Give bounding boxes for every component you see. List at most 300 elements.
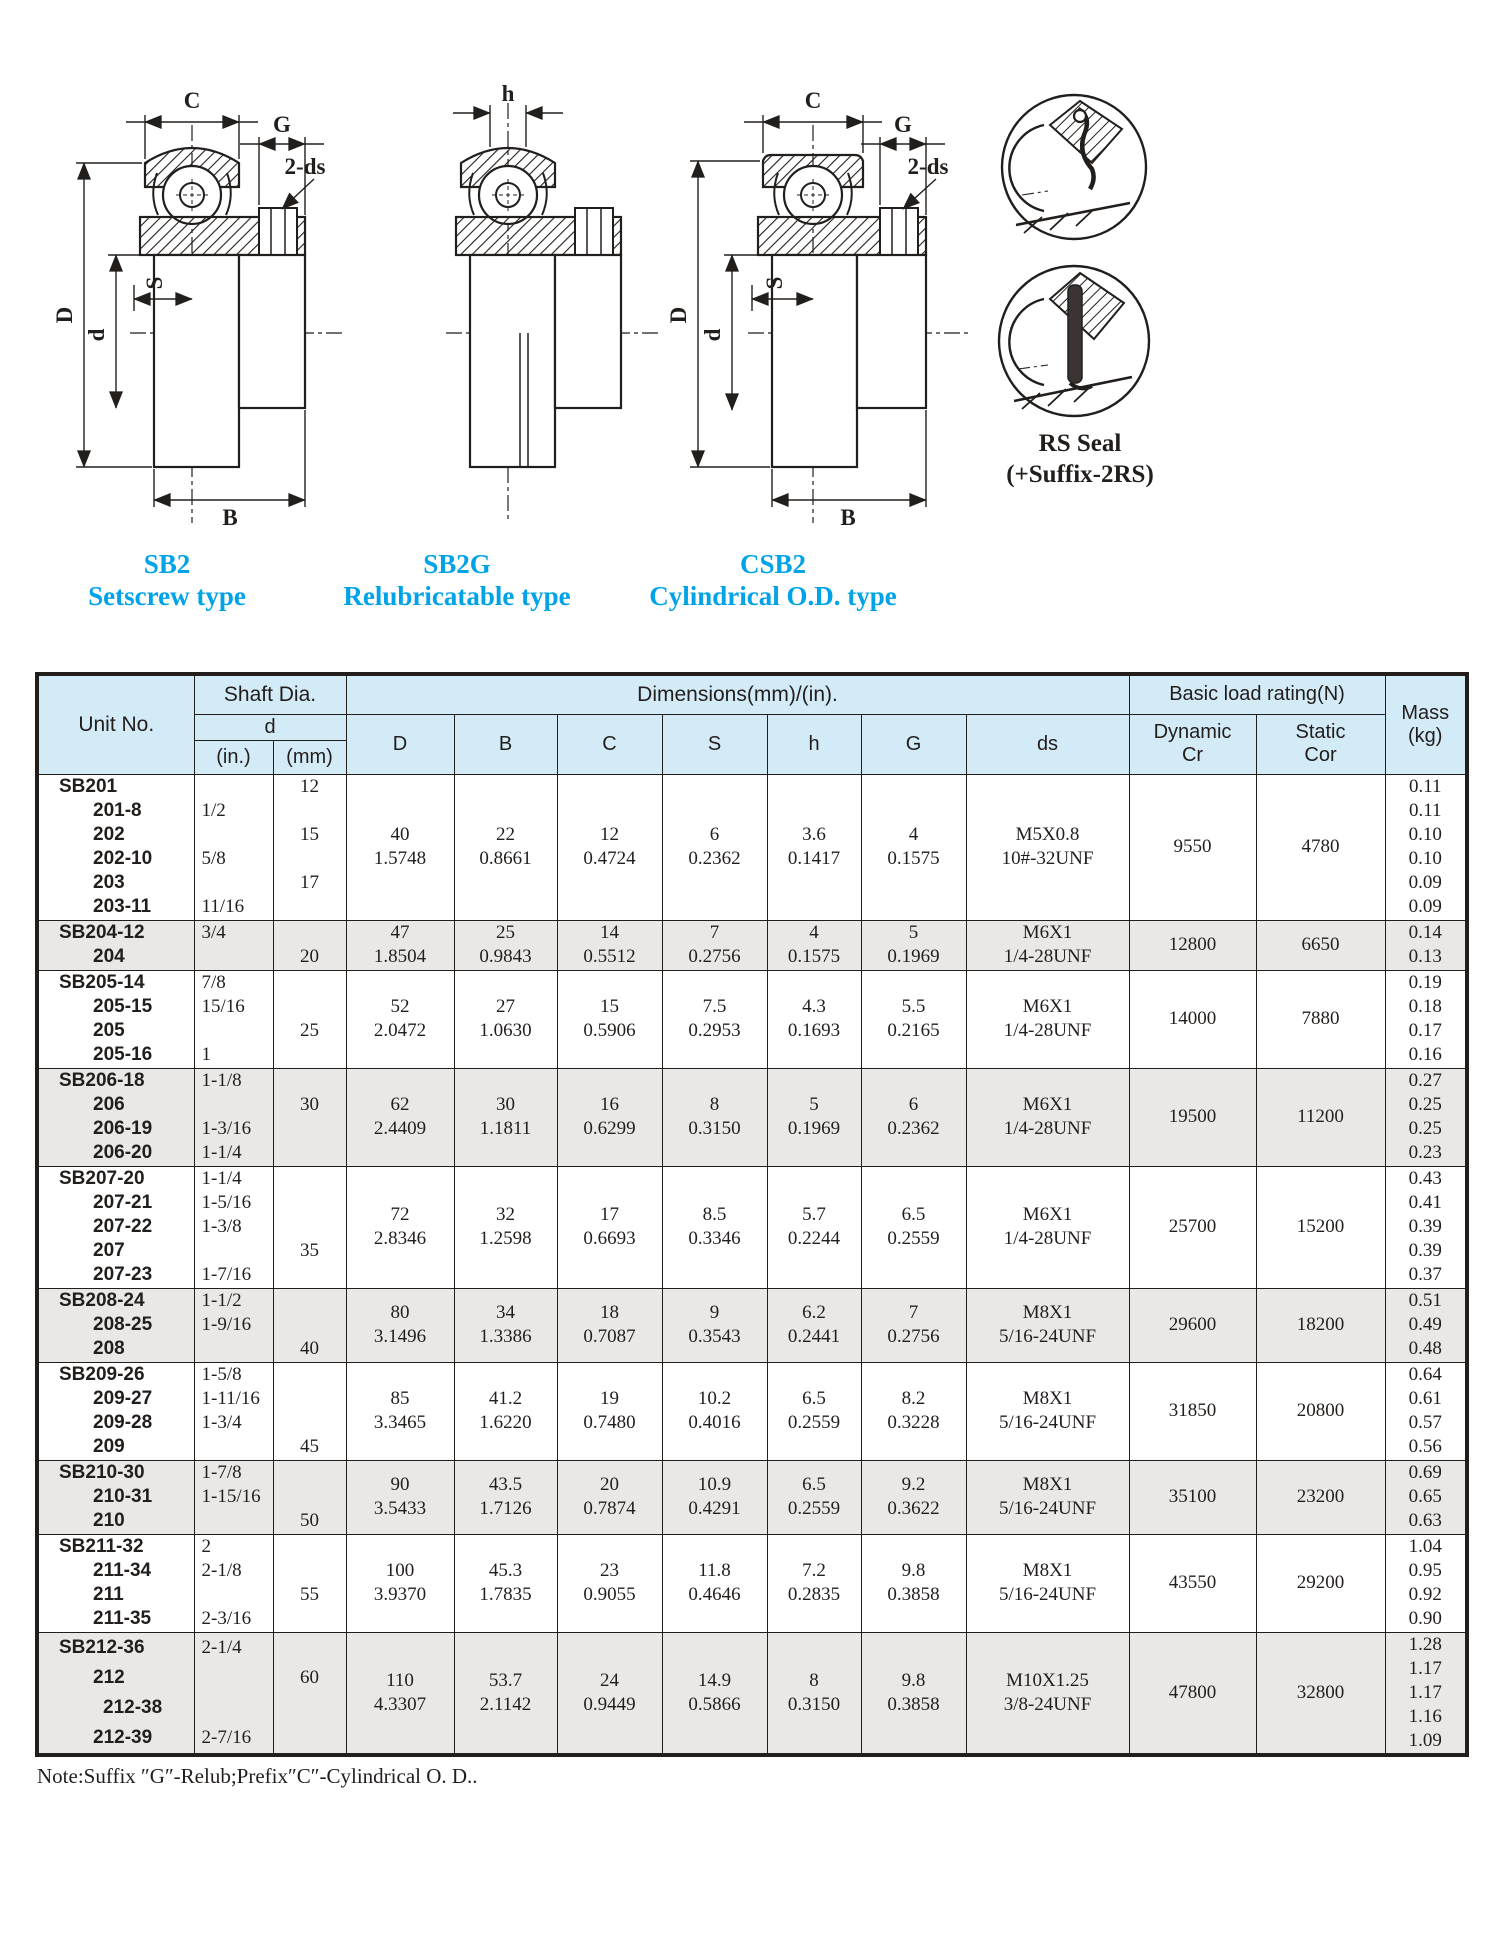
shaft-mm-value (274, 1607, 346, 1631)
shaft-in-value: 2-1/4 (201, 1636, 242, 1658)
header-dynamic-line2: Cr (1181, 744, 1204, 766)
shaft-mm-cell (273, 970, 346, 1068)
spec-row (37, 1362, 1467, 1460)
dim-s-cell (662, 1068, 767, 1166)
dim-value: 1/4-28UNF (1003, 1118, 1092, 1139)
dim-b-cell (454, 920, 557, 970)
dim-g-cell (861, 920, 966, 970)
dim-value: M6X1 (1022, 1094, 1073, 1115)
dim-value: 0.1969 (887, 946, 940, 967)
shaft-mm-value (274, 1215, 346, 1239)
header-mass (1385, 674, 1467, 774)
dim-value: 0.5906 (583, 1020, 636, 1041)
shaft-in-value (195, 1509, 273, 1533)
dim-value: 53.7 (488, 1669, 523, 1691)
unit-number: 207-23 (93, 1263, 153, 1285)
mass-value: 0.48 (1408, 1338, 1442, 1359)
header-dim-ds: ds (966, 714, 1129, 774)
dim-value: 5.7 (802, 1204, 826, 1225)
shaft-in-value: 1-1/4 (201, 1141, 242, 1163)
mass-value: 0.37 (1408, 1264, 1442, 1285)
unit-cell (37, 1534, 194, 1632)
dim-value: 0.7087 (583, 1326, 636, 1347)
dim-value: 3/8-24UNF (1003, 1693, 1092, 1715)
dim-value: 11.8 (698, 1560, 731, 1581)
dim-value: 0.4724 (583, 848, 636, 869)
shaft-in-value: 1/2 (201, 799, 226, 821)
header-dimensions: Dimensions(mm)/(in). (346, 674, 1129, 714)
mass-value: 0.56 (1408, 1436, 1442, 1457)
dim-value: M5X0.8 (1015, 824, 1080, 845)
spec-row (37, 1166, 1467, 1288)
dim-label-d: d (84, 328, 109, 342)
dim-value: 1.6220 (479, 1412, 532, 1433)
dim-s-cell (662, 1632, 767, 1755)
dim-value: 7 (908, 1302, 919, 1323)
dim-s-cell (662, 774, 767, 920)
shaft-in-value: 1-7/8 (201, 1461, 242, 1483)
shaft-mm-value: 55 (300, 1583, 319, 1605)
dim-value: M6X1 (1022, 1204, 1073, 1225)
dim-ds-cell (966, 1068, 1129, 1166)
shaft-in-value: 2-1/8 (201, 1559, 242, 1581)
dim-ds-cell (966, 920, 1129, 970)
dynamic-cr-cell: 29600 (1129, 1288, 1256, 1362)
shaft-mm-cell (273, 1166, 346, 1288)
dim-g-cell (861, 1534, 966, 1632)
dim-value: 0.6299 (583, 1118, 636, 1139)
unit-number: SB211-32 (59, 1535, 144, 1557)
mass-value: 0.18 (1408, 996, 1442, 1017)
dim-value: 0.5512 (583, 946, 636, 967)
dim-value: 5/16-24UNF (998, 1326, 1097, 1347)
unit-number: 209-27 (93, 1387, 153, 1409)
dim-d-cell (346, 1460, 454, 1534)
dim-g-cell (861, 1288, 966, 1362)
dim-b-cell (454, 1534, 557, 1632)
dim-d-cell (346, 1534, 454, 1632)
spec-row (37, 1068, 1467, 1166)
dynamic-cr-cell: 35100 (1129, 1460, 1256, 1534)
mass-cell (1385, 1460, 1467, 1534)
mass-value: 0.17 (1408, 1020, 1442, 1041)
dim-value: 1/4-28UNF (1003, 1020, 1092, 1041)
shaft-in-value (195, 1583, 273, 1607)
dim-label-D: D (52, 306, 77, 324)
header-mm: (mm) (273, 740, 346, 774)
unit-cell (37, 1632, 194, 1755)
shaft-in-value: 1-3/8 (201, 1215, 242, 1237)
dim-value: 1/4-28UNF (1003, 946, 1092, 967)
shaft-in-value: 11/16 (201, 895, 245, 917)
dim-value: 0.3346 (688, 1228, 741, 1249)
dim-value: 1.3386 (479, 1326, 532, 1347)
dim-h-cell (767, 970, 861, 1068)
shaft-mm-value (274, 1633, 346, 1663)
header-in: (in.) (194, 740, 273, 774)
unit-number: 201-8 (93, 799, 142, 821)
dim-value: 10.9 (697, 1474, 732, 1495)
dim-value: 0.2362 (887, 1118, 940, 1139)
dim-value: 7 (709, 922, 720, 943)
dim-label-h: h (501, 81, 515, 106)
unit-number: 202 (93, 823, 125, 845)
header-dim-B: B (454, 714, 557, 774)
dim-value: 0.4016 (688, 1412, 741, 1433)
dim-value: 17 (600, 1204, 619, 1225)
dim-value: 6.5 (901, 1204, 926, 1225)
shaft-in-value (195, 823, 273, 847)
dim-value: 1.5748 (373, 848, 427, 869)
dim-value: 16 (600, 1094, 619, 1115)
static-cor-cell: 20800 (1256, 1362, 1385, 1460)
static-cor-cell: 15200 (1256, 1166, 1385, 1288)
unit-number: 203 (93, 871, 125, 893)
mass-value: 0.11 (1408, 800, 1442, 821)
dim-value: 0.9055 (583, 1584, 636, 1605)
dim-h-cell (767, 920, 861, 970)
dim-value: 23 (600, 1560, 619, 1581)
sb2-type-label: Setscrew type (88, 581, 246, 611)
dim-value: 15 (600, 996, 619, 1017)
dim-value: 45.3 (488, 1560, 523, 1581)
shaft-mm-cell (273, 1534, 346, 1632)
dim-value: 32 (496, 1204, 515, 1225)
unit-number: 210 (93, 1509, 125, 1531)
dim-value: M6X1 (1022, 996, 1073, 1017)
shaft-mm-value (274, 1535, 346, 1559)
static-cor-cell: 6650 (1256, 920, 1385, 970)
dim-value: 0.3150 (787, 1693, 841, 1715)
shaft-in-cell (194, 1362, 273, 1460)
header-mass-line2: (kg) (1408, 724, 1443, 747)
dim-value: M8X1 (1022, 1474, 1073, 1495)
dim-d-cell (346, 1166, 454, 1288)
mass-cell (1385, 1068, 1467, 1166)
shaft-mm-value (274, 1191, 346, 1215)
dim-value: 5/16-24UNF (998, 1584, 1097, 1605)
shaft-in-cell (194, 1166, 273, 1288)
dim-value: 5/16-24UNF (998, 1412, 1097, 1433)
header-static-line2: Cor (1304, 744, 1337, 766)
shaft-in-value (195, 1093, 273, 1117)
dim-ds-cell (966, 1460, 1129, 1534)
unit-number: 207 (93, 1239, 125, 1261)
dim-value: 0.2559 (787, 1412, 841, 1433)
dim-ds-cell (966, 1288, 1129, 1362)
header-dim-h: h (767, 714, 861, 774)
mass-value: 0.95 (1408, 1560, 1442, 1581)
unit-number: 205-15 (93, 995, 153, 1017)
dim-value: 4 (809, 922, 819, 943)
static-cor-cell: 4780 (1256, 774, 1385, 920)
shaft-mm-cell (273, 920, 346, 970)
dim-value: 6.5 (802, 1474, 826, 1495)
unit-number: 208-25 (93, 1313, 153, 1335)
unit-number: 206-20 (93, 1141, 153, 1163)
dim-value: 2.0472 (373, 1020, 427, 1041)
dim-value: 27 (496, 996, 515, 1017)
dim-value: 5 (809, 1094, 819, 1115)
dynamic-cr-cell: 12800 (1129, 920, 1256, 970)
dim-c-cell (557, 1534, 662, 1632)
dim-value: 1/4-28UNF (1003, 1228, 1092, 1249)
mass-value: 1.04 (1408, 1536, 1442, 1557)
dim-value: 2.1142 (479, 1693, 532, 1715)
spec-row (37, 774, 1467, 920)
dim-d-cell (346, 1068, 454, 1166)
mass-value: 0.09 (1408, 872, 1442, 893)
dim-d-cell (346, 774, 454, 920)
dim-value: 3.1496 (373, 1326, 427, 1347)
unit-number: 207-21 (93, 1191, 153, 1213)
shaft-mm-value (274, 1141, 346, 1165)
dim-value: 18 (600, 1302, 619, 1323)
dim-value: M6X1 (1022, 922, 1073, 943)
dim-value: 0.3622 (887, 1498, 940, 1519)
shaft-in-value (195, 1337, 273, 1361)
unit-cell (37, 1166, 194, 1288)
dim-c-cell (557, 920, 662, 970)
header-mass-line1: Mass (1401, 701, 1450, 724)
dim-value: 0.2165 (887, 1020, 940, 1041)
shaft-mm-value (274, 921, 346, 945)
shaft-mm-value (274, 1411, 346, 1435)
dim-c-cell (557, 1460, 662, 1534)
unit-number: 210-31 (93, 1485, 153, 1507)
unit-number: 212 (93, 1666, 125, 1688)
dim-label-c: C (183, 88, 201, 113)
shaft-in-value: 1 (201, 1043, 211, 1065)
dim-c-cell (557, 1632, 662, 1755)
unit-number: SB201 (59, 775, 118, 797)
dim-value: 25 (496, 922, 515, 943)
shaft-mm-value: 30 (300, 1093, 319, 1115)
unit-number: SB210-30 (59, 1461, 145, 1483)
unit-number: 209-28 (93, 1411, 153, 1433)
dim-value: 20 (600, 1474, 619, 1495)
unit-number: 205-16 (93, 1043, 153, 1065)
shaft-in-value: 1-3/4 (201, 1411, 242, 1433)
dim-c-cell (557, 1288, 662, 1362)
dim-h-cell (767, 1166, 861, 1288)
dim-value: 1.8504 (373, 946, 427, 967)
dim-value: 2.8346 (373, 1228, 427, 1249)
mass-value: 0.39 (1408, 1240, 1442, 1261)
dim-value: 0.3543 (688, 1326, 741, 1347)
dim-value: 6 (908, 1094, 919, 1115)
shaft-in-value: 5/8 (201, 847, 226, 869)
dim-value: 19 (600, 1388, 619, 1409)
shaft-mm-value (274, 1043, 346, 1067)
shaft-mm-value (274, 971, 346, 995)
sb2-technical-drawing (42, 75, 362, 530)
static-cor-cell: 7880 (1256, 970, 1385, 1068)
shaft-mm-value (274, 1461, 346, 1485)
shaft-mm-value (274, 1387, 346, 1411)
shaft-mm-value (274, 995, 346, 1019)
shaft-mm-value (274, 1069, 346, 1093)
header-dynamic-cr (1129, 714, 1256, 774)
shaft-in-value: 1-11/16 (201, 1387, 260, 1409)
dim-value: 5/16-24UNF (998, 1498, 1097, 1519)
mass-cell (1385, 920, 1467, 970)
dim-value: 3.6 (802, 824, 826, 845)
mass-cell (1385, 970, 1467, 1068)
dim-value: 100 (385, 1560, 415, 1581)
dim-label-b: B (840, 505, 856, 530)
dim-value: 0.1575 (887, 848, 940, 869)
header-static-line1: Static (1295, 721, 1346, 743)
dim-value: 6.5 (802, 1388, 826, 1409)
dim-value: 9.2 (901, 1474, 926, 1495)
dim-c-cell (557, 1068, 662, 1166)
unit-number: 206 (93, 1093, 125, 1115)
shaft-in-value (195, 1693, 273, 1723)
bearing-spec-table (35, 672, 1469, 1757)
dim-value: 8 (809, 1669, 819, 1691)
shaft-in-value: 1-3/16 (201, 1117, 252, 1139)
dynamic-cr-cell: 9550 (1129, 774, 1256, 920)
static-cor-cell: 23200 (1256, 1460, 1385, 1534)
dim-value: M10X1.25 (1006, 1669, 1089, 1691)
sb2g-caption (322, 548, 592, 612)
shaft-mm-value (274, 1363, 346, 1387)
header-basic-load: Basic load rating(N) (1129, 674, 1385, 714)
shaft-in-cell (194, 1632, 273, 1755)
dim-ds-cell (966, 774, 1129, 920)
dim-value: 0.1693 (787, 1020, 841, 1041)
dim-h-cell (767, 1362, 861, 1460)
mass-value: 1.17 (1408, 1681, 1442, 1703)
dim-b-cell (454, 970, 557, 1068)
shaft-mm-value: 50 (300, 1509, 319, 1531)
dim-value: 3.5433 (373, 1498, 427, 1519)
footnote: Note:Suffix ″G″-Relub;Prefix″C″-Cylindrical O. D.. (37, 1764, 478, 1788)
shaft-mm-value (274, 895, 346, 919)
dim-value: 0.2559 (887, 1228, 940, 1249)
dim-value: 22 (496, 824, 515, 845)
dim-value: 52 (390, 996, 410, 1017)
unit-cell (37, 970, 194, 1068)
sb2g-type-label: Relubricatable type (343, 581, 571, 611)
mass-value: 1.16 (1408, 1705, 1442, 1727)
unit-number: 207-22 (93, 1215, 153, 1237)
dim-value: 24 (600, 1669, 619, 1691)
dim-b-cell (454, 1166, 557, 1288)
unit-number: 211-34 (93, 1559, 152, 1581)
header-dynamic-line1: Dynamic (1153, 721, 1232, 743)
dim-value: 85 (390, 1388, 410, 1409)
shaft-in-cell (194, 774, 273, 920)
shaft-in-value (195, 871, 273, 895)
shaft-mm-value (274, 1485, 346, 1509)
shaft-mm-cell (273, 1362, 346, 1460)
spec-row (37, 1632, 1467, 1755)
shaft-in-value (195, 1239, 273, 1263)
mass-value: 1.17 (1408, 1657, 1442, 1679)
mass-value: 0.49 (1408, 1314, 1442, 1335)
dim-value: 0.3150 (688, 1118, 741, 1139)
dim-value: 4.3 (802, 996, 826, 1017)
spec-row (37, 1534, 1467, 1632)
dim-value: 1.1811 (479, 1118, 532, 1139)
mass-value: 0.92 (1408, 1584, 1442, 1605)
dim-g-cell (861, 1362, 966, 1460)
unit-number: SB205-14 (59, 971, 145, 993)
csb2-type-label: Cylindrical O.D. type (649, 581, 897, 611)
mass-value: 0.61 (1408, 1388, 1442, 1409)
header-static-cor (1256, 714, 1385, 774)
mass-value: 0.10 (1408, 824, 1442, 845)
dim-c-cell (557, 1166, 662, 1288)
shaft-mm-cell (273, 1632, 346, 1755)
shaft-mm-cell (273, 774, 346, 920)
dim-label-c: C (804, 88, 822, 113)
csb2-code: CSB2 (739, 549, 807, 579)
mass-value: 0.25 (1408, 1118, 1442, 1139)
dim-h-cell (767, 1460, 861, 1534)
sb2g-code: SB2G (423, 549, 491, 579)
unit-number: SB209-26 (59, 1363, 145, 1385)
header-dim-D: D (346, 714, 454, 774)
dynamic-cr-cell: 14000 (1129, 970, 1256, 1068)
dim-value: 14 (600, 922, 619, 943)
unit-number: 202-10 (93, 847, 153, 869)
shaft-in-value: 1-5/8 (201, 1363, 242, 1385)
dim-label-2ds: 2-ds (907, 154, 949, 179)
shaft-in-value: 2 (201, 1535, 211, 1557)
dim-value: M8X1 (1022, 1560, 1073, 1581)
mass-value: 0.90 (1408, 1608, 1442, 1629)
dim-value: 0.3858 (887, 1584, 940, 1605)
dim-label-g: G (894, 112, 912, 137)
dim-value: 0.1417 (787, 848, 841, 869)
mass-cell (1385, 1534, 1467, 1632)
shaft-mm-value (274, 799, 346, 823)
shaft-in-value: 1-15/16 (201, 1485, 261, 1507)
dim-ds-cell (966, 1166, 1129, 1288)
rs-seal-caption (935, 428, 1225, 490)
dim-g-cell (861, 1166, 966, 1288)
static-cor-cell: 11200 (1256, 1068, 1385, 1166)
dim-d-cell (346, 1288, 454, 1362)
dim-s-cell (662, 1362, 767, 1460)
shaft-in-value (195, 1019, 273, 1043)
dim-value: 0.9449 (583, 1693, 636, 1715)
shaft-mm-value: 15 (300, 823, 319, 845)
dim-d-cell (346, 1632, 454, 1755)
dim-value: M8X1 (1022, 1302, 1073, 1323)
shaft-mm-value: 60 (300, 1666, 319, 1688)
dim-s-cell (662, 1288, 767, 1362)
shaft-mm-value: 20 (300, 945, 319, 967)
dim-value: 0.4646 (688, 1584, 741, 1605)
mass-value: 0.14 (1408, 922, 1442, 943)
dim-b-cell (454, 1288, 557, 1362)
mass-cell (1385, 1362, 1467, 1460)
dim-ds-cell (966, 1632, 1129, 1755)
shaft-mm-cell (273, 1068, 346, 1166)
mass-value: 0.10 (1408, 848, 1442, 869)
dim-label-D: D (666, 306, 691, 324)
dim-ds-cell (966, 970, 1129, 1068)
mass-value: 0.09 (1408, 896, 1442, 917)
mass-cell (1385, 1288, 1467, 1362)
shaft-mm-value (274, 1723, 346, 1753)
unit-cell (37, 1362, 194, 1460)
dim-value: 6.2 (802, 1302, 826, 1323)
